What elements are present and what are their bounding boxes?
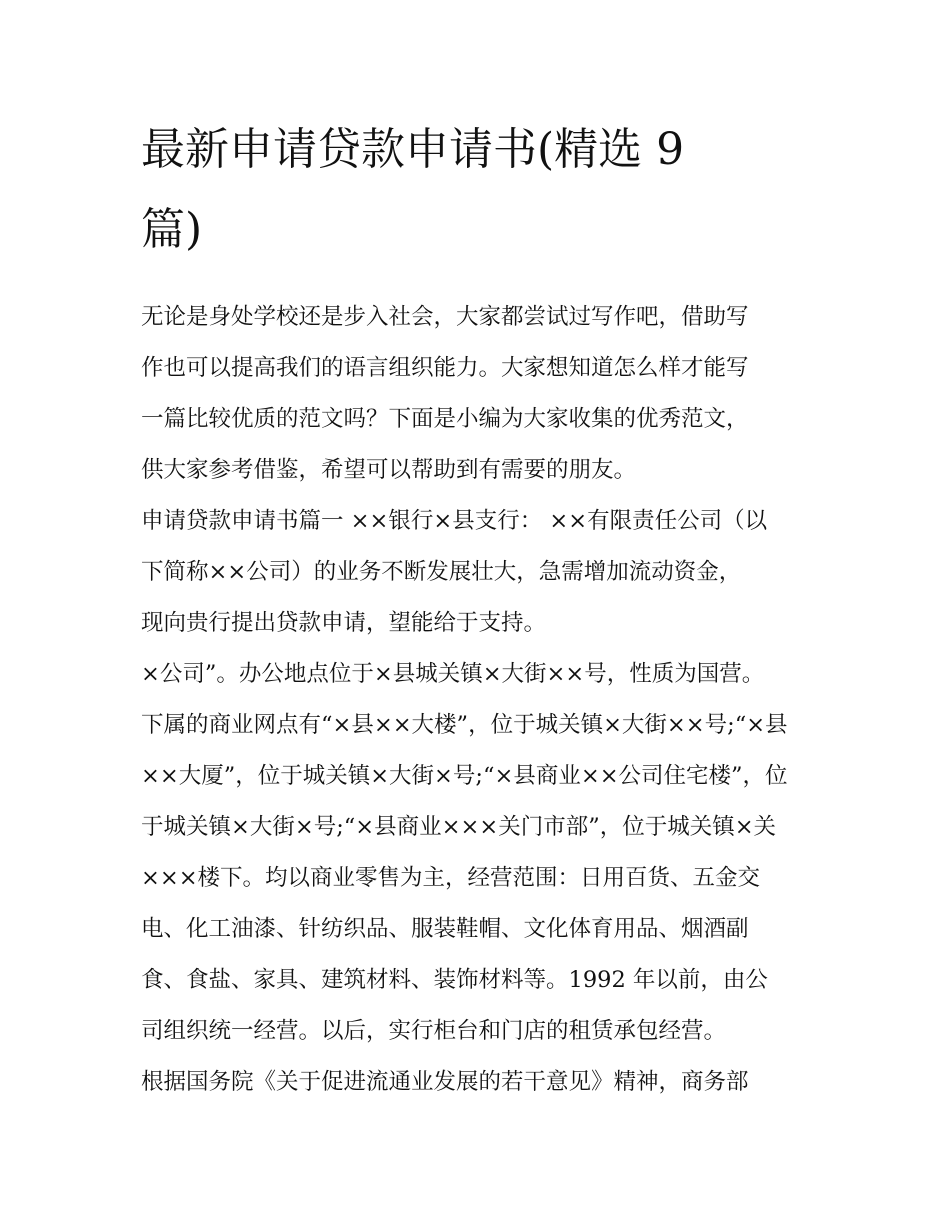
- text-line: 电、化工油漆、针纺织品、服装鞋帽、文化体育用品、烟酒副: [141, 916, 749, 942]
- text-line: ×公司”。办公地点位于×县城关镇×大街××号，性质为国营。: [141, 661, 765, 687]
- text-line: ×××楼下。均以商业零售为主，经营范围：日用百货、五金交: [141, 865, 761, 891]
- text-line: 司组织统一经营。以后，实行柜台和门店的租赁承包经营。: [141, 1018, 727, 1044]
- text-line: 于城关镇×大街×号;“×县商业×××关门市部”，位于城关镇×关: [141, 814, 777, 840]
- title-line: 篇): [141, 204, 203, 255]
- text-line: 食、食盐、家具、建筑材料、装饰材料等。1992 年以前，由公: [141, 967, 768, 993]
- text-line: 根据国务院《关于促进流通业发展的若干意见》精神，商务部: [141, 1069, 749, 1095]
- text-line: 下简称××公司）的业务不断发展壮大，急需增加流动资金，: [141, 559, 742, 585]
- text-line: 无论是身处学校还是步入社会，大家都尝试过写作吧，借助写: [141, 304, 749, 330]
- text-line: ××大厦”，位于城关镇×大街×号;“×县商业××公司住宅楼”，位: [141, 763, 788, 789]
- text-line: 供大家参考借鉴，希望可以帮助到有需要的朋友。: [141, 457, 637, 483]
- company-info-paragraph: [141, 649, 813, 1108]
- title-line: 最新申请贷款申请书(精选 9: [141, 124, 685, 175]
- document-body: [141, 292, 813, 1108]
- letter-opening-paragraph: [141, 496, 813, 649]
- intro-paragraph: [141, 292, 813, 496]
- text-line: 一篇比较优质的范文吗？下面是小编为大家收集的优秀范文，: [141, 406, 749, 432]
- text-line: 现向贵行提出贷款申请，望能给于支持。: [141, 610, 547, 636]
- text-line: 申请贷款申请书篇一 ××银行×县支行： ××有限责任公司（以: [141, 508, 768, 534]
- text-line: 下属的商业网点有“×县××大楼”，位于城关镇×大街××号;“×县: [141, 712, 788, 738]
- text-line: 作也可以提高我们的语言组织能力。大家想知道怎么样才能写: [141, 355, 749, 381]
- document-title: [141, 110, 813, 270]
- document-page: [141, 110, 813, 1108]
